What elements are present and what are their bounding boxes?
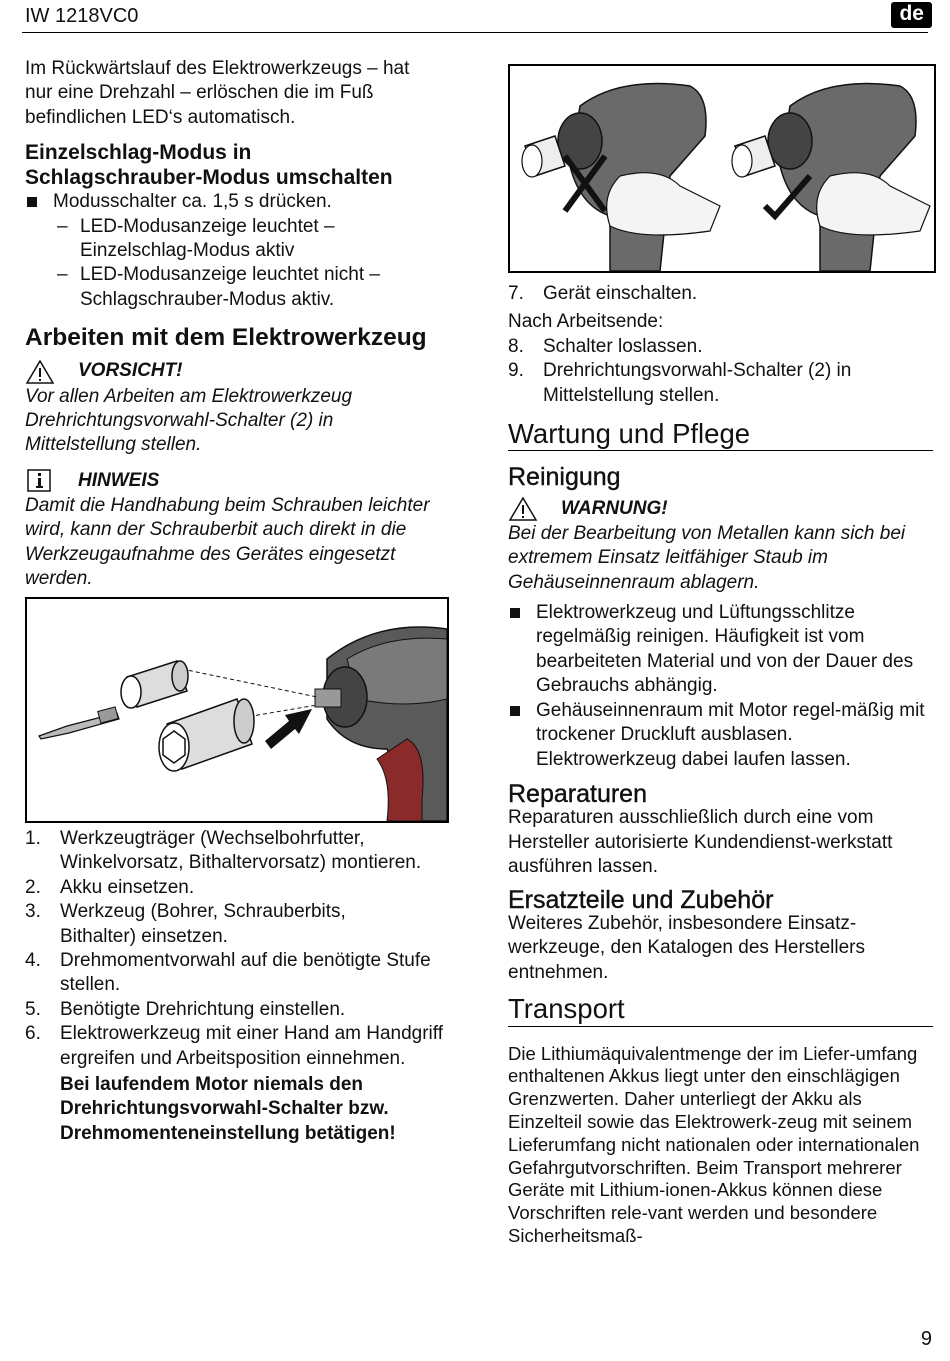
warning-label: WARNUNG! — [561, 497, 668, 519]
mode-heading-line1: Einzelschlag-Modus in — [25, 141, 252, 165]
step-5: 5. Benötigte Drehrichtung einstellen. — [25, 998, 346, 1020]
intro-paragraph: Im Rückwärtslauf des Elektrowerkzeugs – hat nur eine Drehzahl – erlöschen die im Fuß befindlichen LED‘s automatisch. — [25, 58, 410, 128]
mode-heading-line2: Schlagschrauber-Modus umschalten — [25, 166, 393, 190]
header-rule — [22, 32, 928, 33]
language-badge: de — [891, 2, 932, 28]
mode-dash-2: – LED-Modusanzeige leuchtet nicht – Schlagschrauber-Modus aktiv. — [57, 264, 380, 310]
repairs-text: Reparaturen ausschließlich durch eine vom Hersteller autorisierte Kundendienst-werkstatt ausführen lassen. — [508, 807, 893, 878]
caution-heading — [25, 359, 450, 385]
right-column — [508, 282, 933, 1248]
mode-bullet: Modusschalter ca. 1,5 s drücken. — [25, 190, 450, 214]
left-column — [25, 57, 450, 592]
left-steps — [25, 827, 445, 1146]
bit-insertion-figure — [25, 597, 449, 823]
step-9: 9. Drehrichtungsvorwahl-Schalter (2) in Mittelstellung stellen. — [508, 360, 852, 406]
repairs-heading: Reparaturen — [508, 779, 647, 808]
warning-triangle-icon — [508, 496, 538, 522]
step-3: 3. Werkzeug (Bohrer, Schrauberbits, Bithalter) einsetzen. — [25, 901, 346, 947]
step-4: 4. Drehmomentvorwahl auf die benötigte Stufe stellen. — [25, 950, 431, 996]
bit-insertion-illustration — [27, 599, 447, 821]
warning-triangle-icon — [25, 359, 55, 385]
note-label: HINWEIS — [78, 469, 160, 491]
parts-text: Weiteres Zubehör, insbesondere Einsatz-werkzeuge, den Katalogen des Herstellers entnehmen. — [508, 912, 865, 983]
model-number: IW 1218VC0 — [25, 5, 139, 27]
hand-grip-illustration — [510, 66, 934, 271]
hand-grip-figure — [508, 64, 936, 273]
mode-dash-1: – LED-Modusanzeige leuchtet – Einzelschlag-Modus aktiv — [57, 215, 335, 262]
parts-heading: Ersatzteile und Zubehör — [508, 885, 774, 914]
step-2: 2. Akku einsetzen. — [25, 876, 195, 898]
step-7: 7. Gerät einschalten. — [508, 283, 698, 304]
caution-text: Vor allen Arbeiten am Elektrowerkzeug Drehrichtungsvorwahl-Schalter (2) in Mittelstellung stellen. — [25, 385, 353, 456]
work-heading: Arbeiten mit dem Elektrowerkzeug — [25, 324, 427, 352]
warning-heading — [508, 496, 933, 522]
mode-heading — [25, 140, 450, 190]
step-6: 6. Elektrowerkzeug mit einer Hand am Handgriff ergreifen und Arbeitsposition einnehmen. Bei laufendem Motor niemals den Drehrichtungsvorwahl-Schalter bzw. Drehmomenteneinstellung betätigen! — [25, 1022, 445, 1146]
note-heading — [25, 468, 450, 494]
dash-mark: – — [57, 264, 68, 286]
cleaning-heading: Reinigung — [508, 463, 621, 492]
step-6-warning: Bei laufendem Motor niemals den Drehrichtungsvorwahl-Schalter bzw. Drehmomenteneinstellung betätigen! — [60, 1074, 396, 1144]
warning-text: Bei der Bearbeitung von Metallen kann sich bei extremem Einsatz leitfähiger Staub im Gehäuseinnenraum ablagern. — [508, 522, 906, 593]
note-text: Damit die Handhabung beim Schrauben leichter wird, kann der Schrauberbit auch direkt in die Werkzeugaufnahme des Gerätes eingesetzt werden. — [25, 494, 430, 590]
transport-heading: Transport — [508, 997, 933, 1026]
caution-label: VORSICHT! — [78, 360, 183, 382]
transport-text: Die Lithiumäquivalentmenge der im Liefer-umfang enthaltenen Akkus liegt unter den einschlägigen Grenzwerten. Daher unterliegt der Akku als Einzelteil sowie das Elektrowerk-zeug mit seinem Lieferumfang nicht nationalen oder internationalen Gefahrgutvorschriften. Beim Transport mehrerer Geräte mit Lithium-ionen-Akkus können diese Vorschriften rele-vant werden und besondere Sicherheitsmaß- — [508, 1042, 920, 1246]
after-work-label: Nach Arbeitsende: — [508, 311, 664, 333]
cleaning-bullet-1: Elektrowerkzeug und Lüftungsschlitze regelmäßig reinigen. Häufigkeit ist vom bearbeiteten Material und von der Dauer des Gebrauchs abhängig. — [508, 601, 931, 699]
cleaning-bullet-2: Gehäuseinnenraum mit Motor regel-mäßig mit trockener Druckluft ausblasen. Elektrowerkzeug dabei laufen lassen. — [508, 699, 933, 772]
page-number: 9 — [920, 1328, 932, 1350]
step-8: 8. Schalter loslassen. — [508, 335, 703, 357]
dash-mark: – — [57, 215, 68, 237]
step-1: 1. Werkzeugträger (Wechselbohrfutter, Winkelvorsatz, Bithaltervorsatz) montieren. — [25, 828, 422, 874]
info-icon — [25, 468, 55, 494]
maintenance-heading: Wartung und Pflege — [508, 422, 933, 451]
